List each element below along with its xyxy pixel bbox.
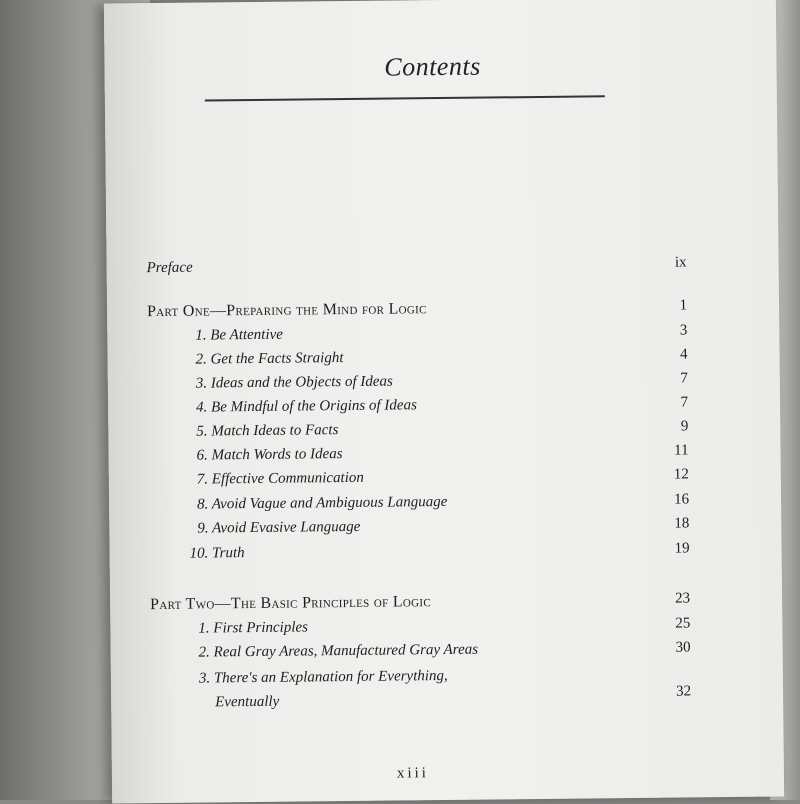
toc-entry-page: 7 <box>680 370 688 387</box>
toc-entry-page: 32 <box>675 683 692 700</box>
toc-entry-page: 11 <box>674 442 689 459</box>
page-number: xiii <box>396 765 430 782</box>
toc-entry-page: 16 <box>673 491 690 508</box>
toc-entry-page: 25 <box>675 615 691 632</box>
toc-entry-label: 2. Get the Facts Straight <box>195 350 344 368</box>
toc-entry-label: 4. Be Mindful of the Origins of Ideas <box>195 397 417 416</box>
toc-entry-page: 7 <box>680 394 689 411</box>
toc-entry-label: Eventually <box>215 693 280 711</box>
toc-entry-label: 8. Avoid Vague and Ambiguous Language <box>196 493 448 513</box>
toc-entry-page: 23 <box>675 590 691 607</box>
toc-entry-label: 1. First Principles <box>198 619 309 637</box>
toc-entry-page: 18 <box>674 515 690 532</box>
toc-entry-label: 9. Avoid Evasive Language <box>197 518 361 537</box>
toc-entry-page: 1 <box>679 297 688 314</box>
toc-entry-page: 4 <box>679 346 688 363</box>
toc-entry-page: 3 <box>679 322 688 339</box>
toc-entry-label: 1. Be Attentive <box>195 326 284 344</box>
toc-entry-page: 30 <box>675 639 691 656</box>
toc-entry-page: 12 <box>673 466 689 483</box>
toc-entry-label: 2. Real Gray Areas, Manufactured Gray Areas <box>198 641 479 661</box>
toc-entry-label: 3. There's an Explanation for Everything, <box>198 667 448 687</box>
toc-part-label: Part Two—The Basic Principles of Logic <box>150 593 432 614</box>
toc-entry-label: 3. Ideas and the Objects of Ideas <box>195 373 393 392</box>
contents-page <box>104 0 784 803</box>
toc-entry-label: 5. Match Ideas to Facts <box>196 422 339 440</box>
toc-entry-page: ix <box>674 254 687 271</box>
toc-entry-label: 6. Match Words to Ideas <box>196 446 343 464</box>
toc-entry-page: 19 <box>674 540 690 557</box>
toc-part-label: Part One—Preparing the Mind for Logic <box>146 300 427 321</box>
toc-entry-page: 9 <box>680 418 689 435</box>
toc-entry-label: 7. Effective Communication <box>196 469 364 488</box>
page-title: Contents <box>384 51 481 82</box>
toc-entry-label: 10. Truth <box>189 545 245 562</box>
toc-entry-label: Preface <box>146 259 193 277</box>
